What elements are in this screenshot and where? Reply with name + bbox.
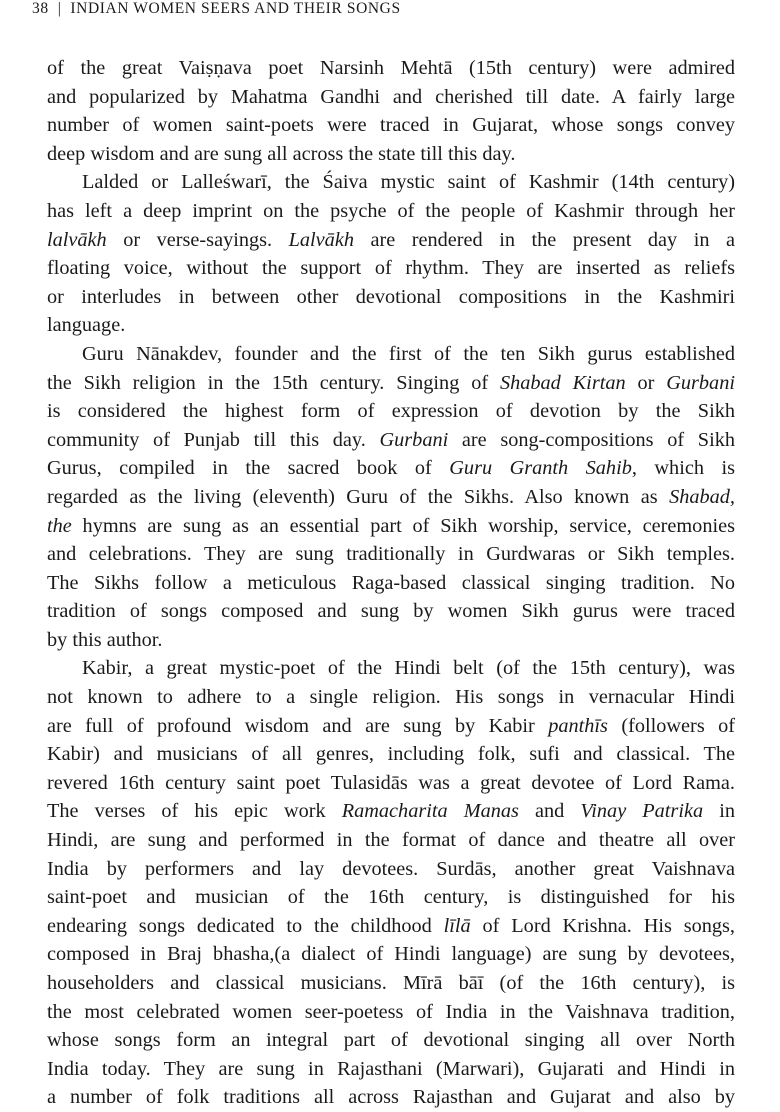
text-line [47, 483, 735, 512]
page-body-text [47, 54, 735, 1112]
text-run: is considered the highest form of expression of devotion by the Sikh [47, 400, 735, 423]
text-line [47, 226, 735, 255]
italic-term: Gurbani [379, 428, 449, 451]
text-run: community of Punjab till this day. [47, 428, 380, 451]
text-run: are full of profound wisdom and are sung by Kabir [47, 714, 549, 737]
text-run: and popularized by Mahatma Gandhi and cherished till date. A fairly large [47, 85, 735, 108]
text-line [47, 254, 735, 283]
text-line [47, 140, 735, 169]
text-run: Lalded or Lalleśwarī, the Śaiva mystic saint of Kashmir (14th century) [82, 171, 735, 194]
text-line [47, 654, 735, 683]
text-line [47, 912, 735, 941]
text-run: in [703, 800, 735, 823]
text-run: deep wisdom and are sung all across the state till this day. [47, 142, 516, 165]
text-run: or [625, 371, 667, 394]
italic-term: Vinay Patrika [580, 800, 704, 823]
text-line [47, 969, 735, 998]
text-line [47, 883, 735, 912]
text-run: and [518, 800, 581, 823]
header-separator: | [57, 0, 62, 17]
text-run: saint-poet and musician of the 16th century, is distinguished for his [47, 886, 735, 909]
text-run: has left a deep imprint on the psyche of the people of Kashmir through her [47, 199, 735, 222]
text-run: are rendered in the present day in a [353, 228, 735, 251]
italic-term: Guru Granth Sahib [449, 457, 632, 480]
italic-term: panthīs [548, 714, 608, 737]
text-run: hymns are sung as an essential part of Sikh worship, service, ceremonies [71, 514, 735, 537]
text-line [47, 512, 735, 541]
text-run: Gurus, compiled in the sacred book of [47, 457, 450, 480]
text-run: of the great Vaiṣṇava poet Narsinh Mehtā (15th century) were admired [47, 57, 735, 79]
text-line [47, 340, 735, 369]
text-run: number of women saint-poets were traced in Gujarat, whose songs convey [47, 114, 735, 137]
italic-term: Lalvākh [288, 228, 354, 251]
text-run: a number of folk traditions all across Rajasthan and Gujarat and also by [47, 1086, 735, 1109]
text-run: The verses of his epic work [47, 800, 342, 823]
text-line [47, 111, 735, 140]
text-line [47, 855, 735, 884]
text-line [47, 311, 735, 340]
text-run: language. [47, 314, 126, 337]
text-run: not known to adhere to a single religion. His songs in vernacular Hindi [47, 686, 735, 709]
italic-term: Shabad Kirtan [499, 371, 626, 394]
text-run: endearing songs dedicated to the childhood [47, 914, 444, 937]
text-line [47, 683, 735, 712]
text-run: revered 16th century saint poet Tulasidās was a great devotee of Lord Rama. [47, 771, 735, 794]
text-run: tradition of songs composed and sung by women Sikh gurus were traced [47, 600, 735, 623]
text-run: by this author. [47, 628, 163, 651]
text-line [47, 426, 735, 455]
text-run: The Sikhs follow a meticulous Raga-based classical singing tradition. No [47, 571, 735, 594]
text-line [47, 712, 735, 741]
text-run: are song-compositions of Sikh [448, 428, 735, 451]
page-number: 38 [32, 0, 49, 17]
italic-term: lalvākh [47, 228, 107, 251]
text-run: the most celebrated women seer-poetess of India in the Vaishnava tradition, [47, 1000, 735, 1023]
text-line [47, 769, 735, 798]
text-line [47, 597, 735, 626]
text-line [47, 569, 735, 598]
text-run: Guru Nānakdev, founder and the first of the ten Sikh gurus established [82, 342, 735, 365]
text-run: Hindi, are sung and performed in the format of dance and theatre all over [47, 829, 735, 852]
text-line [47, 940, 735, 969]
text-run: regarded as the living (eleventh) Guru of the Sikhs. Also known as [47, 485, 670, 508]
text-line [47, 740, 735, 769]
text-line [47, 283, 735, 312]
text-line [47, 54, 735, 83]
text-run: Kabir) and musicians of all genres, including folk, sufi and classical. The [47, 743, 735, 766]
italic-term: Ramacharita Manas [341, 800, 519, 823]
text-run: householders and classical musicians. Mīrā bāī (of the 16th century), is [47, 972, 735, 994]
text-run: and celebrations. They are sung traditionally in Gurdwaras or Sikh temples. [47, 543, 735, 566]
text-run: Kabir, a great mystic-poet of the Hindi belt (of the 15th century), was [82, 657, 735, 680]
text-line [47, 168, 735, 197]
text-line [47, 797, 735, 826]
text-line [47, 454, 735, 483]
text-line [47, 540, 735, 569]
text-line [47, 1026, 735, 1055]
text-line [47, 397, 735, 426]
text-line [47, 83, 735, 112]
text-line [47, 626, 735, 655]
italic-term: Shabad, [669, 485, 735, 508]
text-line [47, 369, 735, 398]
text-run: composed in Braj bhasha,(a dialect of Hindi language) are sung by devotees, [47, 943, 735, 966]
text-line [47, 1055, 735, 1084]
italic-term: Gurbani [666, 371, 735, 394]
text-line [47, 826, 735, 855]
italic-term: līlā [443, 914, 471, 937]
running-header [32, 0, 401, 24]
text-line [47, 197, 735, 226]
running-title: INDIAN WOMEN SEERS AND THEIR SONGS [70, 0, 401, 17]
text-run: floating voice, without the support of rhythm. They are inserted as reliefs [47, 257, 735, 280]
text-run: , which is [631, 457, 735, 480]
italic-term: the [47, 514, 72, 537]
text-run: the Sikh religion in the 15th century. Singing of [47, 371, 500, 394]
text-run: or interludes in between other devotional compositions in the Kashmiri [47, 285, 735, 308]
text-run: or verse-sayings. [106, 228, 289, 251]
text-run: India by performers and lay devotees. Surdās, another great Vaishnava [47, 857, 735, 880]
text-run: whose songs form an integral part of devotional singing all over North [47, 1029, 735, 1052]
text-run: (followers of [607, 714, 736, 737]
text-run: India today. They are sung in Rajasthani (Marwari), Gujarati and Hindi in [47, 1057, 735, 1080]
text-line [47, 998, 735, 1027]
text-run: of Lord Krishna. His songs, [470, 914, 735, 937]
